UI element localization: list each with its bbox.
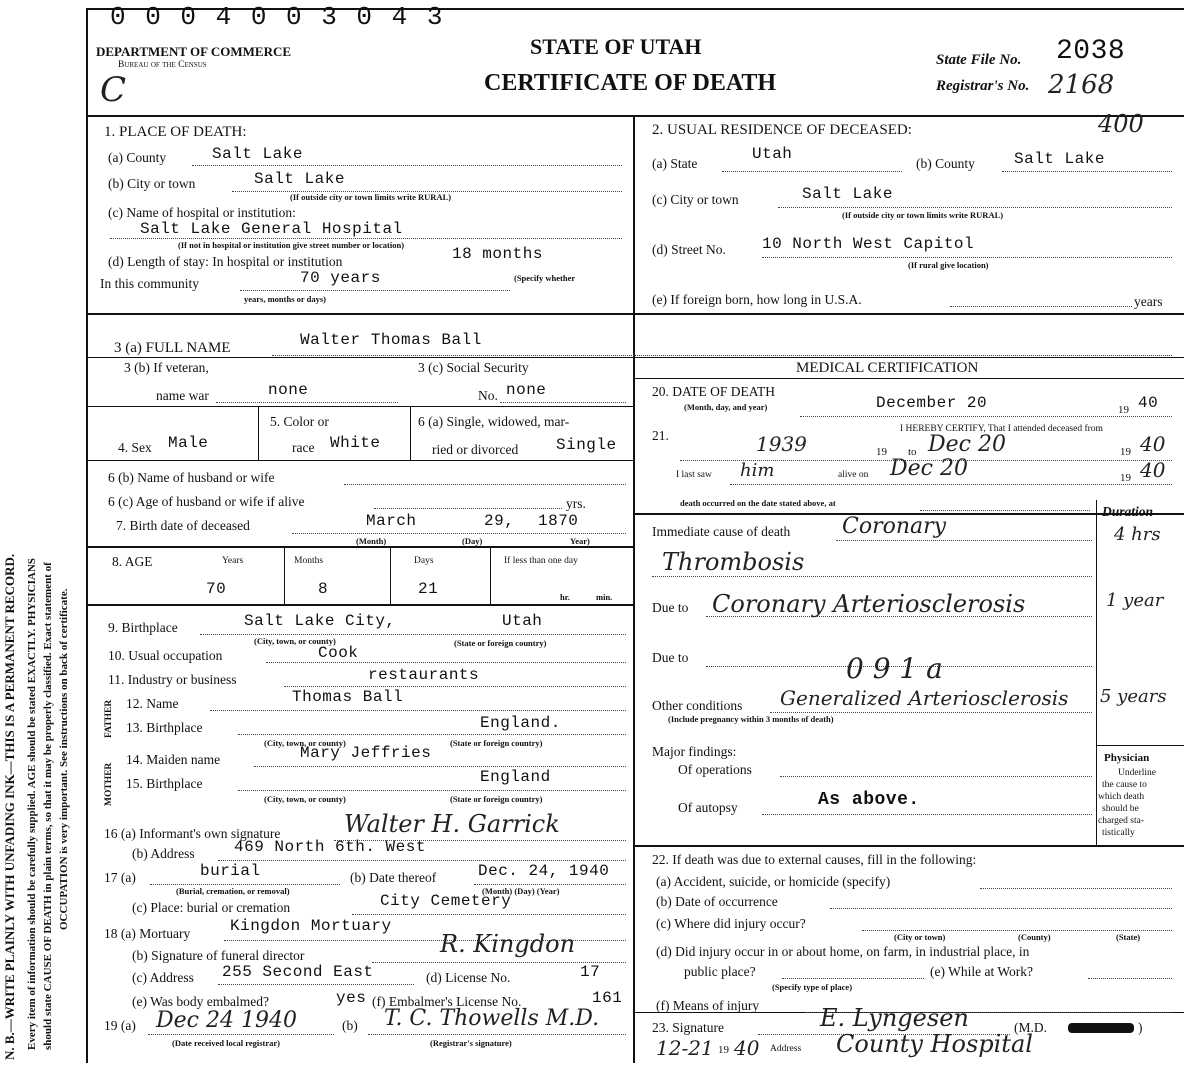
occupation-label: 10. Usual occupation	[108, 648, 223, 663]
mortuary-address: 255 Second East	[222, 963, 374, 981]
other-conditions: Generalized Arteriosclerosis	[780, 686, 1069, 710]
where-city-note: (City or town)	[894, 932, 946, 942]
last-saw-label: I last saw	[676, 470, 712, 480]
father-name: Thomas Ball	[292, 688, 404, 706]
physician-signature: E. Lyngesen	[820, 1004, 969, 1032]
pod-stay-community: 70 years	[300, 269, 381, 287]
duration-2: 1 year	[1106, 590, 1164, 611]
age-years: 70	[206, 580, 227, 598]
father-state-note: (State or foreign country)	[450, 738, 543, 748]
redaction-bar	[1068, 1023, 1134, 1033]
signature-year: 40	[734, 1036, 760, 1060]
res-state: Utah	[752, 145, 793, 163]
res-county-label: (b) County	[916, 156, 975, 171]
physician-note-4: should be	[1102, 804, 1139, 814]
father-city-note: (City, town, or county)	[264, 738, 346, 748]
age-days: 21	[418, 580, 439, 598]
burial-date-label: (b) Date thereof	[350, 870, 437, 885]
signature-year-prefix: 19	[718, 1044, 729, 1056]
sex: Male	[168, 434, 209, 452]
pod-city-label: (b) City or town	[108, 176, 196, 191]
age-min-label: min.	[596, 592, 613, 602]
title-certificate: CERTIFICATE OF DEATH	[484, 70, 777, 96]
sex-label: 4. Sex	[118, 440, 152, 455]
received-date: Dec 24 1940	[156, 1008, 297, 1033]
means-label: (f) Means of injury	[656, 998, 760, 1013]
certify-label: 21.	[652, 428, 669, 443]
veteran-label: 3 (b) If veteran,	[124, 360, 209, 375]
last-saw-19: 19	[1120, 472, 1131, 484]
mortuary-label: 18 (a) Mortuary	[104, 926, 191, 941]
registrar-no: 2168	[1048, 70, 1115, 100]
pod-specify-note: (Specify whether	[514, 273, 576, 283]
dod-year-prefix: 19	[1118, 404, 1129, 416]
section-rule-top	[86, 115, 1184, 117]
other-conditions-note: (Include pregnancy within 3 months of death)	[668, 714, 834, 724]
birth-day-note: (Day)	[462, 536, 483, 546]
section-rule-name	[86, 313, 1184, 315]
veteran-label2: name war	[156, 388, 209, 403]
veteran-war: none	[268, 381, 309, 399]
physician-title: Physician	[1104, 752, 1150, 764]
birth-day: 29,	[484, 512, 515, 530]
color-label2: race	[292, 440, 315, 455]
res-city-label: (c) City or town	[652, 192, 739, 207]
immediate-cause-2: Thrombosis	[662, 548, 805, 576]
place-label: (d) Did injury occur in or about home, on farm, in industrial place, in	[656, 944, 1030, 959]
autopsy: As above.	[818, 790, 920, 810]
informant-signature: Walter H. Garrick	[344, 810, 560, 838]
birth-year: 1870	[538, 512, 579, 530]
mother-state-note: (State or foreign country)	[450, 794, 543, 804]
due1-label: Due to	[652, 600, 689, 615]
informant-label: 16 (a) Informant's own signature	[104, 826, 281, 841]
place-label2: public place?	[684, 964, 756, 979]
dod-year: 40	[1138, 394, 1159, 412]
embalmer-license: 161	[592, 989, 623, 1007]
pod-county: Salt Lake	[212, 145, 303, 163]
signature-date: 12-21	[656, 1036, 714, 1060]
embalmed: yes	[336, 989, 367, 1007]
birthplace-state-note: (State or foreign country)	[454, 638, 547, 648]
where-county-note: (County)	[1018, 932, 1051, 942]
color-label: 5. Color or	[270, 414, 329, 429]
embalmer-license-label: (f) Embalmer's License No.	[372, 994, 522, 1009]
pod-county-label: (a) County	[108, 150, 167, 165]
pod-hospital-label: (c) Name of hospital or institution:	[108, 205, 296, 220]
stamp-scribble: C	[100, 70, 127, 110]
res-city-note: (If outside city or town limits write RURAL)	[842, 210, 1004, 220]
attended-year-19: 19	[1120, 446, 1131, 458]
signature-address: County Hospital	[836, 1030, 1033, 1058]
immediate-cause: Coronary	[842, 514, 947, 539]
age-label: 8. AGE	[112, 554, 153, 569]
residence-heading: 2. USUAL RESIDENCE OF DECEASED:	[652, 122, 912, 138]
operations-label: Of operations	[678, 762, 752, 777]
md-close: )	[1138, 1020, 1143, 1035]
industry: restaurants	[368, 666, 480, 684]
attended-year: 40	[1140, 432, 1166, 456]
bureau: Bureau of the Census	[118, 60, 207, 70]
where-label: (c) Where did injury occur?	[656, 916, 806, 931]
burial-date-note: (Month) (Day) (Year)	[482, 886, 560, 896]
type-note: (Specify type of place)	[772, 982, 853, 992]
full-name: Walter Thomas Ball	[300, 331, 482, 349]
other-conditions-label: Other conditions	[652, 698, 743, 713]
state-file-label: State File No.	[936, 52, 1022, 68]
informant-address: 469 North 6th. West	[234, 838, 426, 856]
major-findings-label: Major findings:	[652, 744, 737, 759]
registrar-sig-label: (b)	[342, 1018, 358, 1033]
res-street-note: (If rural give location)	[908, 260, 989, 270]
full-name-label: 3 (a) FULL NAME	[114, 340, 231, 356]
pod-specify-note2: years, months or days)	[244, 294, 327, 304]
mortuary: Kingdon Mortuary	[230, 917, 392, 935]
accident-label: (a) Accident, suicide, or homicide (specify)	[656, 874, 891, 889]
last-saw-date: Dec 20	[890, 456, 968, 481]
occupation: Cook	[318, 644, 359, 662]
spouse-name-label: 6 (b) Name of husband or wife	[108, 470, 275, 485]
state-file-no: 2038	[1056, 36, 1126, 67]
section-rule-med-top	[633, 378, 1184, 379]
director-signature: R. Kingdon	[440, 930, 576, 958]
section-rule-birthplace	[86, 604, 634, 606]
burial-place: City Cemetery	[380, 892, 512, 910]
age-less-label: If less than one day	[504, 556, 578, 566]
birthplace-city: Salt Lake City,	[244, 612, 396, 630]
age-years-label: Years	[222, 556, 244, 566]
birthplace-city-note: (City, town, or county)	[254, 636, 336, 646]
maiden-label: 14. Maiden name	[126, 752, 221, 767]
maiden-name: Mary Jeffries	[300, 744, 432, 762]
last-saw-year: 40	[1140, 458, 1166, 482]
duration-label: Duration	[1102, 504, 1154, 519]
frame-mid-divider	[633, 115, 635, 1063]
spouse-age-label: 6 (c) Age of husband or wife if alive	[108, 494, 305, 509]
father-birthplace: England.	[480, 714, 561, 732]
place-of-death-heading: 1. PLACE OF DEATH:	[104, 124, 247, 140]
department: DEPARTMENT OF COMMERCE	[96, 44, 292, 59]
burial-date: Dec. 24, 1940	[478, 862, 610, 880]
attended-to: Dec 20	[928, 432, 1006, 457]
mortuary-address-label: (c) Address	[132, 970, 194, 985]
mother-bp-label: 15. Birthplace	[126, 776, 203, 791]
signature-label: 23. Signature	[652, 1020, 724, 1035]
received-label: 19 (a)	[104, 1018, 136, 1033]
birthplace-label: 9. Birthplace	[108, 620, 178, 635]
age-months-label: Months	[294, 556, 324, 566]
frame-left	[86, 8, 88, 1063]
pod-community-label: In this community	[100, 276, 199, 291]
license-label: (d) License No.	[426, 970, 511, 985]
birth-month: March	[366, 512, 417, 530]
pod-stay-hospital: 18 months	[452, 245, 543, 263]
dod-note: (Month, day, and year)	[684, 402, 768, 412]
age-months: 8	[318, 580, 329, 598]
pod-hospital: Salt Lake General Hospital	[140, 220, 403, 238]
due1-cause: Coronary Arteriosclerosis	[712, 590, 1026, 618]
physician-note-6: tistically	[1102, 828, 1135, 838]
birth-month-note: (Month)	[356, 536, 387, 546]
where-state-note: (State)	[1116, 932, 1141, 942]
work-label: (e) While at Work?	[930, 964, 1033, 979]
mother-birthplace: England	[480, 768, 551, 786]
embalmed-label: (e) Was body embalmed?	[132, 994, 269, 1009]
immediate-label: Immediate cause of death	[652, 524, 791, 539]
duration-col	[1096, 500, 1097, 845]
birth-year-note: Year)	[570, 536, 590, 546]
father-bp-label: 13. Birthplace	[126, 720, 203, 735]
margin-instructions-1: Every item of information should be carefully supplied. AGE should be stated EXACTLY. PHYSICIANS	[26, 558, 38, 1050]
license: 17	[580, 963, 601, 981]
ssn-label2: No.	[478, 388, 498, 403]
res-years-label: years	[1134, 294, 1163, 309]
residence-stamp: 400	[1098, 110, 1144, 138]
ssn-label: 3 (c) Social Security	[418, 360, 529, 375]
external-label: 22. If death was due to external causes, fill in the following:	[652, 852, 977, 867]
age-days-label: Days	[414, 556, 434, 566]
serial-number: 0 0 0 4 0 0 3 0 4 3	[110, 2, 445, 32]
director-label: (b) Signature of funeral director	[132, 948, 305, 963]
res-state-label: (a) State	[652, 156, 698, 171]
autopsy-label: Of autopsy	[678, 800, 738, 815]
pod-hospital-note: (If not in hospital or institution give street number or location)	[178, 240, 405, 250]
mother-city-note: (City, town, or county)	[264, 794, 346, 804]
margin-warning: N. B.—WRITE PLAINLY WITH UNFADING INK—THIS IS A PERMANENT RECORD.	[2, 553, 17, 1060]
duration-3: 5 years	[1100, 686, 1167, 707]
margin-instructions-3: OCCUPATION is very important. See instructions on back of certificate.	[58, 588, 70, 930]
spouse-yrs-label: yrs.	[566, 496, 586, 511]
age-hr-label: hr.	[560, 592, 570, 602]
classification-code: 0 9 1 a	[846, 652, 943, 685]
attended-from: 1939	[756, 432, 807, 456]
father-side-label: FATHER	[104, 699, 114, 738]
marital: Single	[556, 436, 617, 454]
res-foreign-label: (e) If foreign born, how long in U.S.A.	[652, 292, 862, 307]
alive-on-label: alive on	[838, 470, 869, 480]
md-label: (M.D.	[1014, 1020, 1047, 1035]
informant-address-label: (b) Address	[132, 846, 195, 861]
registrar-signature: T. C. Thowells M.D.	[384, 1006, 600, 1031]
attended-19: 19	[876, 446, 887, 458]
burial: burial	[200, 862, 261, 880]
birth-date-label: 7. Birth date of deceased	[116, 518, 250, 533]
father-name-label: 12. Name	[126, 696, 179, 711]
res-street: 10 North West Capitol	[762, 235, 975, 253]
physician-note-5: charged sta-	[1098, 816, 1144, 826]
received-note: (Date received local registrar)	[172, 1038, 281, 1048]
marital-label: 6 (a) Single, widowed, mar-	[418, 414, 570, 429]
attended-to-label: to	[908, 446, 917, 458]
duration-1: 4 hrs	[1114, 524, 1161, 545]
burial-place-label: (c) Place: burial or cremation	[132, 900, 291, 915]
res-street-label: (d) Street No.	[652, 242, 726, 257]
burial-note: (Burial, cremation, or removal)	[176, 886, 290, 896]
occurrence-label: (b) Date of occurrence	[656, 894, 778, 909]
res-county: Salt Lake	[1014, 150, 1105, 168]
pod-city: Salt Lake	[254, 170, 345, 188]
physician-box	[1096, 745, 1184, 746]
mother-side-label: MOTHER	[104, 762, 114, 806]
dod: December 20	[876, 394, 988, 412]
physician-note-3: which death	[1098, 792, 1145, 802]
marital-label2: ried or divorced	[432, 442, 519, 457]
section-rule-vet	[86, 357, 1184, 358]
margin-instructions-2: should state CAUSE OF DEATH in plain terms, so that it may be properly classified. Exact statement of	[42, 562, 54, 1050]
registrar-sig-note: (Registrar's signature)	[430, 1038, 512, 1048]
burial-label: 17 (a)	[104, 870, 136, 885]
pod-stay-label: (d) Length of stay: In hospital or institution	[108, 254, 343, 269]
death-occurred-label: death occurred on the date stated above, at	[680, 498, 836, 508]
dod-label: 20. DATE OF DEATH	[652, 384, 775, 399]
registrar-label: Registrar's No.	[936, 78, 1030, 94]
due2-label: Due to	[652, 650, 689, 665]
section-rule-ext	[633, 845, 1184, 847]
ssn: none	[506, 381, 547, 399]
certify-text: I HEREBY CERTIFY, That I attended deceased from	[900, 424, 1103, 434]
section-rule-age	[86, 546, 634, 548]
signature-address-label: Address	[770, 1044, 802, 1054]
title-state: STATE OF UTAH	[530, 34, 702, 59]
pod-city-note: (If outside city or town limits write RURAL)	[290, 192, 452, 202]
color: White	[330, 434, 381, 452]
birthplace-state: Utah	[502, 612, 543, 630]
res-city: Salt Lake	[802, 185, 893, 203]
last-saw-pronoun: him	[740, 460, 775, 481]
medical-title: MEDICAL CERTIFICATION	[796, 360, 979, 376]
physician-note-2: the cause to	[1102, 780, 1147, 790]
physician-note-1: Underline	[1118, 768, 1156, 778]
industry-label: 11. Industry or business	[108, 672, 237, 687]
